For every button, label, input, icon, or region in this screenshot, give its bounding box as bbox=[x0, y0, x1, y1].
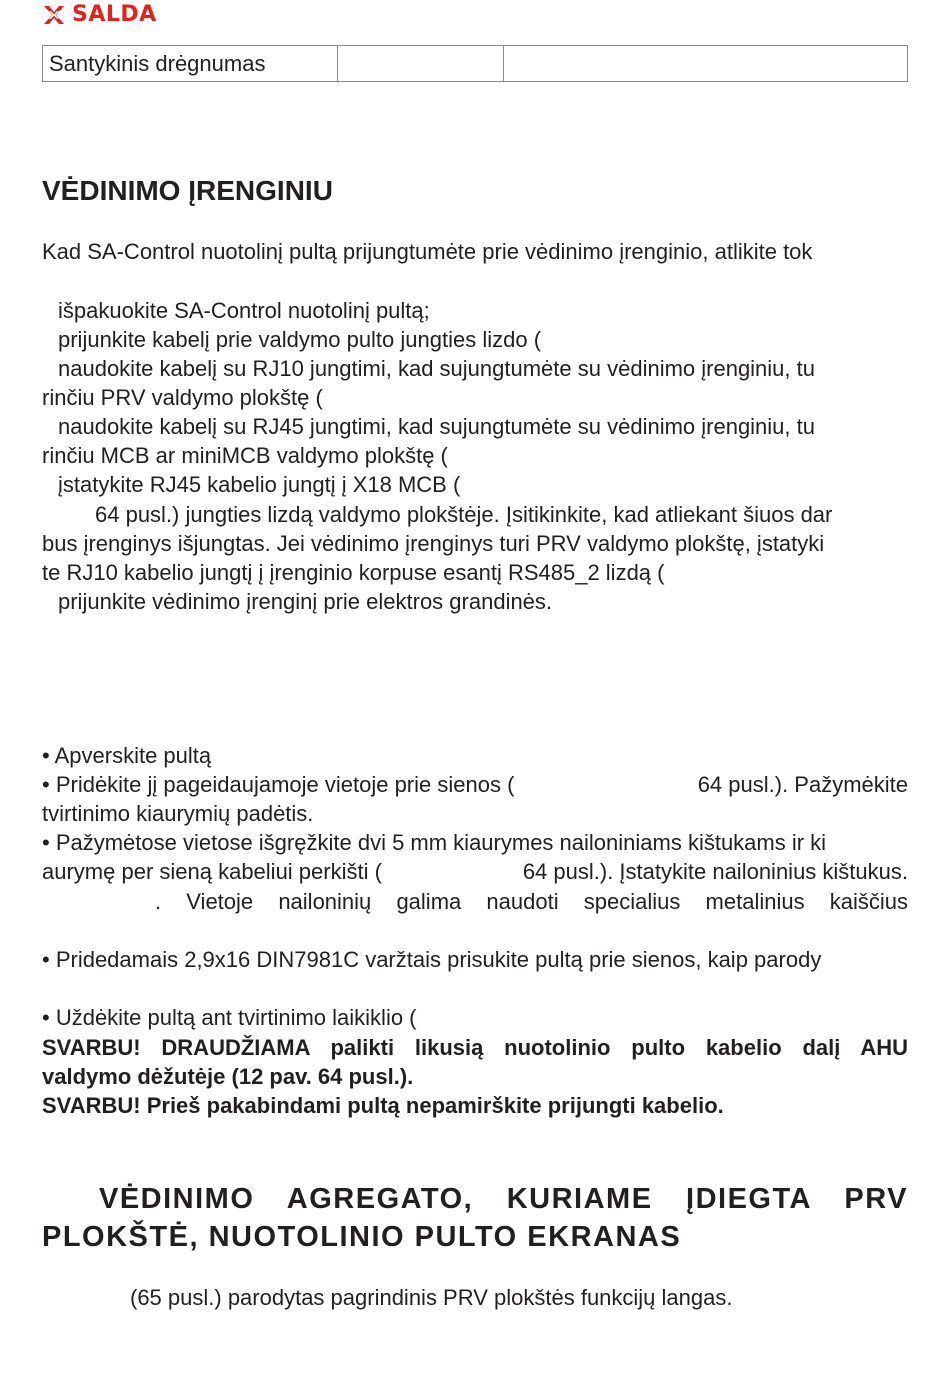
step-line: te RJ10 kabelio jungtį į įrenginio korpuse esantį RS485_2 lizdą ( bbox=[42, 560, 665, 585]
mount-line: aurymę per sieną kabeliui perkišti ( bbox=[42, 859, 382, 884]
mount-line: 64 pusl.). Įstatykite nailoninius kištukus. bbox=[522, 859, 908, 884]
section-text: (65 pusl.) parodytas pagrindinis PRV plokštės funkcijų langas. bbox=[130, 1285, 733, 1310]
intro-text: Kad SA-Control nuotolinį pultą prijungtumėte prie vėdinimo įrenginio, atlikite tok bbox=[42, 239, 813, 264]
step-line: rinčiu PRV valdymo plokštę ( bbox=[42, 385, 323, 410]
table-cell: Santykinis drėgnumas bbox=[43, 46, 338, 82]
step-line: prijunkite vėdinimo įrenginį prie elektros grandinės. bbox=[58, 589, 553, 614]
step-line: rinčiu MCB ar miniMCB valdymo plokštę ( bbox=[42, 443, 448, 468]
section-title bbox=[42, 1180, 908, 1256]
section-title-text: VĖDINIMO AGREGATO, KURIAME ĮDIEGTA PRV PLOKŠTĖ, NUOTOLINIO PULTO EKRANAS bbox=[42, 1183, 908, 1253]
mount-line: . Vietoje nailoninių galima naudoti specialius metalinius kaiščius bbox=[155, 889, 908, 914]
salda-logo bbox=[42, 2, 157, 28]
mount-line: • Pažymėtose vietose išgręžkite dvi 5 mm kiaurymes nailoniniams kištukams ir ki bbox=[42, 830, 827, 855]
logo-text: SALDA bbox=[72, 2, 157, 27]
mount-line: tvirtinimo kiaurymių padėtis. bbox=[42, 801, 314, 826]
mount-line: • Pridėkite jį pageidaujamoje vietoje prie sienos ( bbox=[42, 772, 515, 797]
humidity-table bbox=[42, 45, 908, 82]
step-line: įstatykite RJ45 kabelio jungtį į X18 MCB ( bbox=[58, 472, 461, 497]
step-line: naudokite kabelį su RJ10 jungtimi, kad sujungtumėte su vėdinimo įrenginiu, tu bbox=[58, 356, 815, 381]
table-cell bbox=[504, 46, 908, 82]
section-title: VĖDINIMO ĮRENGINIU bbox=[42, 175, 333, 206]
warning-text: valdymo dėžutėje (12 pav. 64 pusl.). bbox=[42, 1064, 414, 1089]
salda-logo-icon bbox=[42, 4, 66, 26]
step-line: prijunkite kabelį prie valdymo pulto jungties lizdo ( bbox=[58, 327, 542, 352]
table-row bbox=[43, 46, 908, 82]
mount-line: • Apverskite pultą bbox=[42, 743, 212, 768]
mount-line: • Pridedamais 2,9x16 DIN7981C varžtais prisukite pultą prie sienos, kaip parody bbox=[42, 947, 822, 972]
step-line: 64 pusl.) jungties lizdą valdymo plokštėje. Įsitikinkite, kad atliekant šiuos dar bbox=[95, 502, 833, 527]
warning-text: SVARBU! DRAUDŽIAMA palikti likusią nuotolinio pulto kabelio dalį AHU bbox=[42, 1035, 908, 1060]
warning-text: SVARBU! Prieš pakabindami pultą nepamirškite prijungti kabelio. bbox=[42, 1093, 724, 1118]
step-line: naudokite kabelį su RJ45 jungtimi, kad sujungtumėte su vėdinimo įrenginiu, tu bbox=[58, 414, 815, 439]
mount-line: • Uždėkite pultą ant tvirtinimo laikiklio ( bbox=[42, 1005, 417, 1030]
step-line: išpakuokite SA-Control nuotolinį pultą; bbox=[58, 298, 430, 323]
table-cell bbox=[338, 46, 504, 82]
mount-line: 64 pusl.). Pažymėkite bbox=[697, 772, 908, 797]
step-line: bus įrenginys išjungtas. Jei vėdinimo įrenginys turi PRV valdymo plokštę, įstatyki bbox=[42, 531, 825, 556]
